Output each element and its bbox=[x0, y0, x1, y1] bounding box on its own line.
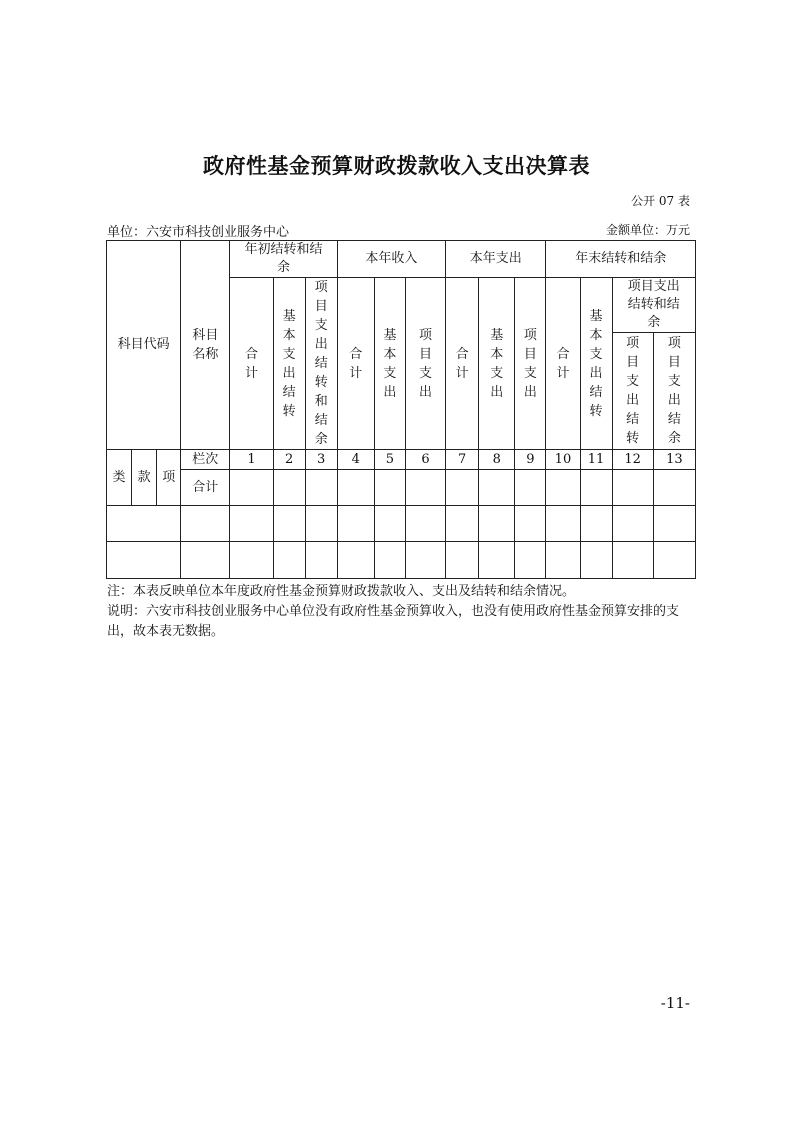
table-cell bbox=[230, 470, 273, 506]
header-group-income: 本年收入 bbox=[337, 241, 445, 278]
table-cell bbox=[230, 506, 273, 542]
table-cell bbox=[580, 506, 612, 542]
col-begin-total: 合计 bbox=[230, 278, 273, 450]
row-label-column-no: 栏次 bbox=[181, 450, 230, 470]
row-label-lei: 类 bbox=[107, 450, 132, 506]
table-cell bbox=[446, 470, 479, 506]
table-cell bbox=[374, 506, 405, 542]
col-end-project-carry-surplus: 项目支出结转和结余 bbox=[612, 278, 695, 333]
col-end-basic-carry: 基本支出结转 bbox=[580, 278, 612, 450]
table-cell bbox=[273, 506, 305, 542]
column-number: 9 bbox=[515, 450, 546, 470]
header-row-groups bbox=[107, 241, 696, 278]
col-income-basic: 基本支出 bbox=[374, 278, 405, 450]
table-cell bbox=[305, 542, 337, 579]
table-cell bbox=[612, 470, 653, 506]
header-group-begin: 年初结转和结余 bbox=[230, 241, 337, 278]
column-number: 2 bbox=[273, 450, 305, 470]
col-begin-project-carry-surplus: 项目支出结转和结余 bbox=[305, 278, 337, 450]
header-subject-name: 科目名称 bbox=[181, 241, 230, 450]
column-number: 4 bbox=[337, 450, 374, 470]
table-cell bbox=[515, 470, 546, 506]
column-number: 6 bbox=[405, 450, 445, 470]
table-cell bbox=[374, 542, 405, 579]
col-expense-total: 合计 bbox=[446, 278, 479, 450]
table-cell bbox=[230, 542, 273, 579]
row-label-xiang: 项 bbox=[157, 450, 181, 506]
page-number: -11- bbox=[660, 994, 690, 1012]
col-end-project-carry: 项目支出结转 bbox=[612, 333, 653, 450]
column-number: 11 bbox=[580, 450, 612, 470]
table-cell bbox=[374, 470, 405, 506]
col-income-project: 项目支出 bbox=[405, 278, 445, 450]
budget-table bbox=[106, 240, 696, 579]
col-expense-project: 项目支出 bbox=[515, 278, 546, 450]
column-number: 12 bbox=[612, 450, 653, 470]
document-title: 政府性基金预算财政拨款收入支出决算表 bbox=[203, 154, 590, 178]
table-cell bbox=[580, 542, 612, 579]
table-cell bbox=[181, 542, 230, 579]
table-cell bbox=[405, 470, 445, 506]
header-subject-code: 科目代码 bbox=[107, 241, 181, 450]
col-begin-basic-carry: 基本支出结转 bbox=[273, 278, 305, 450]
header-group-end: 年末结转和结余 bbox=[546, 241, 696, 278]
table-cell bbox=[446, 542, 479, 579]
col-end-project-surplus: 项目支出结余 bbox=[653, 333, 695, 450]
table-cell bbox=[405, 506, 445, 542]
column-number: 7 bbox=[446, 450, 479, 470]
table-note: 注：本表反映单位本年度政府性基金预算财政拨款收入、支出及结转和结余情况。 bbox=[107, 584, 576, 599]
column-number: 3 bbox=[305, 450, 337, 470]
table-row bbox=[107, 450, 696, 470]
table-cell bbox=[446, 506, 479, 542]
unit-label: 单位：六安市科技创业服务中心 bbox=[107, 225, 290, 240]
table-cell bbox=[479, 542, 515, 579]
table-cell bbox=[612, 506, 653, 542]
table-cell bbox=[405, 542, 445, 579]
table-cell bbox=[273, 470, 305, 506]
table-code: 公开 07 表 bbox=[631, 194, 690, 208]
table-cell bbox=[337, 542, 374, 579]
col-income-total: 合计 bbox=[337, 278, 374, 450]
table-cell bbox=[479, 506, 515, 542]
col-expense-basic: 基本支出 bbox=[479, 278, 515, 450]
header-group-expense: 本年支出 bbox=[446, 241, 546, 278]
table-cell bbox=[580, 470, 612, 506]
table-cell bbox=[305, 470, 337, 506]
table-cell bbox=[273, 542, 305, 579]
col-end-total: 合计 bbox=[546, 278, 580, 450]
table-cell bbox=[515, 506, 546, 542]
table-cell bbox=[515, 542, 546, 579]
column-number: 8 bbox=[479, 450, 515, 470]
row-label-total: 合计 bbox=[181, 470, 230, 506]
column-number: 1 bbox=[230, 450, 273, 470]
column-number: 5 bbox=[374, 450, 405, 470]
amount-unit: 金额单位：万元 bbox=[605, 223, 690, 237]
table-cell bbox=[546, 506, 580, 542]
table-explanation: 说明：六安市科技创业服务中心单位没有政府性基金预算收入，也没有使用政府性基金预算安排的支出，故本表无数据。 bbox=[107, 604, 680, 639]
table-cell bbox=[653, 542, 695, 579]
table-cell bbox=[612, 542, 653, 579]
table-cell bbox=[546, 542, 580, 579]
row-label-kuan: 款 bbox=[132, 450, 157, 506]
table-row bbox=[107, 470, 696, 506]
table-cell bbox=[337, 506, 374, 542]
table-cell bbox=[107, 506, 181, 542]
table-row bbox=[107, 506, 696, 542]
table-row bbox=[107, 542, 696, 579]
column-number: 10 bbox=[546, 450, 580, 470]
table-cell bbox=[653, 470, 695, 506]
column-number: 13 bbox=[653, 450, 695, 470]
table-cell bbox=[107, 542, 181, 579]
table-cell bbox=[181, 506, 230, 542]
table-cell bbox=[305, 506, 337, 542]
table-cell bbox=[337, 470, 374, 506]
table-cell bbox=[479, 470, 515, 506]
table-cell bbox=[546, 470, 580, 506]
table-cell bbox=[653, 506, 695, 542]
